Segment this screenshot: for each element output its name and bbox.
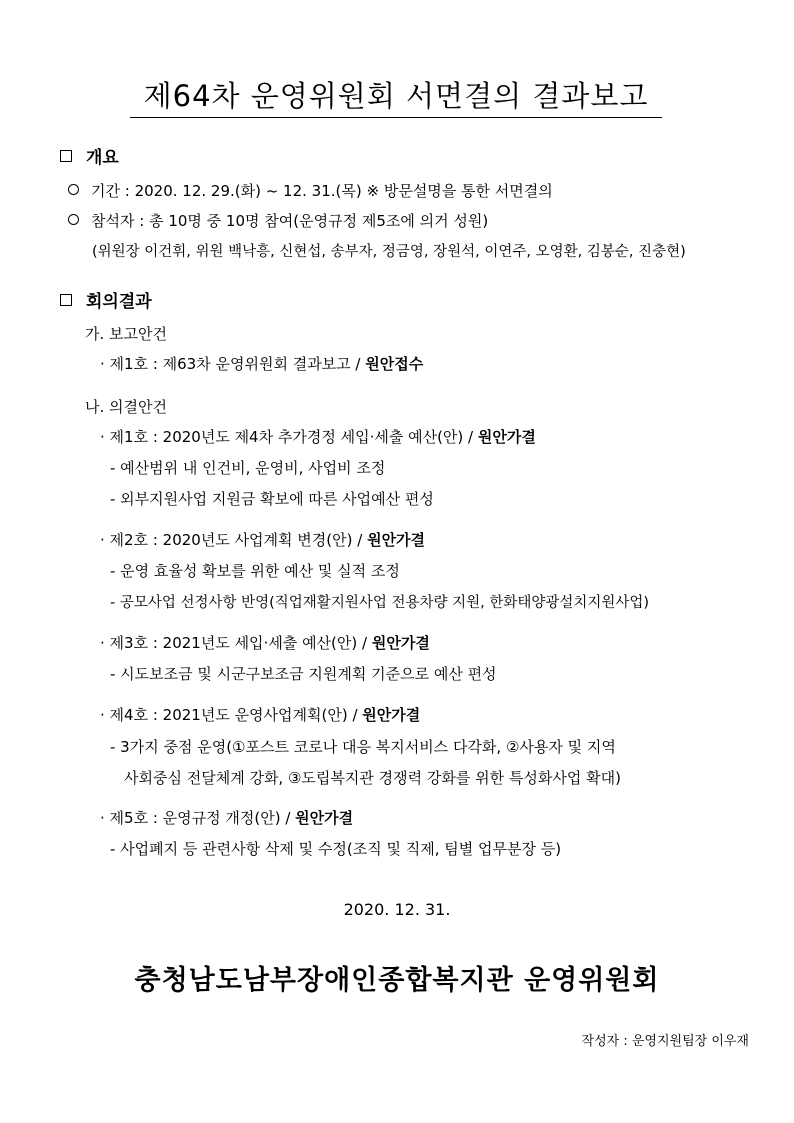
report-item: [100, 353, 423, 374]
report-heading: 가. 보고안건: [85, 325, 167, 343]
resolution-item-2: [100, 529, 425, 550]
author-line: 작성자 : 운영지원팀장 이우재: [581, 1034, 749, 1049]
resolution-item-1: [100, 426, 536, 447]
overview-heading: 개요: [86, 148, 119, 168]
item-detail: - 사업폐지 등 관련사항 삭제 및 수정(조직 및 직제, 팀별 업무분장 등): [110, 840, 562, 858]
item-detail: - 공모사업 선정사항 반영(직업재활지원사업 전용차량 지원, 한화태양광설치지원사업): [110, 595, 650, 611]
report-item-text: · 제1호 : 제63차 운영위원회 결과보고 /: [100, 355, 366, 373]
item-status: 원안가결: [362, 706, 421, 724]
item-status: 원안가결: [371, 634, 430, 652]
resolution-heading: 나. 의결안건: [85, 398, 167, 416]
attendees-text: 참석자 : 총 10명 중 10명 참여(운영규정 제5조에 의거 성원): [91, 212, 489, 230]
item-text: · 제1호 : 2020년도 제4차 추가경정 세입·세출 예산(안) /: [100, 428, 478, 446]
period-line: [68, 180, 553, 201]
circle-bullet-icon: [68, 214, 79, 225]
item-detail: - 3가지 중점 운영(①포스트 코로나 대응 복지서비스 다각화, ②사용자 및 지역: [110, 738, 616, 756]
document-title: 제64차 운영위원회 서면결의 결과보고: [130, 74, 662, 118]
results-heading: 회의결과: [86, 292, 152, 312]
resolution-item-4: [100, 704, 420, 725]
item-detail: - 예산범위 내 인건비, 운영비, 사업비 조정: [110, 459, 386, 477]
square-bullet-icon: [60, 150, 72, 162]
item-text: · 제2호 : 2020년도 사업계획 변경(안) /: [100, 531, 368, 549]
item-detail: - 운영 효율성 확보를 위한 예산 및 실적 조정: [110, 562, 400, 580]
organization-name: 충청남도남부장애인종합복지관 운영위원회: [134, 965, 660, 996]
period-text: 기간 : 2020. 12. 29.(화) ~ 12. 31.(목) ※ 방문설명을 통한 서면결의: [91, 182, 553, 200]
item-text: · 제5호 : 운영규정 개정(안) /: [100, 809, 296, 827]
members-text: (위원장 이건휘, 위원 백낙흥, 신현섭, 송부자, 정금영, 장원석, 이연주, 오영환, 김봉순, 진충현): [92, 244, 686, 260]
resolution-item-5: [100, 807, 353, 828]
item-status: 원안가결: [367, 531, 426, 549]
document-date: 2020. 12. 31.: [343, 900, 451, 919]
square-bullet-icon: [60, 294, 72, 306]
item-text: · 제3호 : 2021년도 세입·세출 예산(안) /: [100, 634, 372, 652]
item-detail: - 시도보조금 및 시군구보조금 지원계획 기준으로 예산 편성: [110, 665, 497, 683]
resolution-item-3: [100, 632, 430, 653]
item-detail: - 외부지원사업 지원금 확보에 따른 사업예산 편성: [110, 490, 434, 508]
attendees-line: [68, 210, 488, 231]
results-section: [60, 287, 152, 312]
item-text: · 제4호 : 2021년도 운영사업계획(안) /: [100, 706, 363, 724]
item-status: 원안가결: [295, 809, 354, 827]
overview-section: [60, 143, 119, 168]
item-status: 원안가결: [477, 428, 536, 446]
item-detail: 사회중심 전달체계 강화, ③도립복지관 경쟁력 강화를 위한 특성화사업 확대): [124, 769, 621, 787]
circle-bullet-icon: [68, 184, 79, 195]
report-item-status: 원안접수: [365, 355, 424, 373]
